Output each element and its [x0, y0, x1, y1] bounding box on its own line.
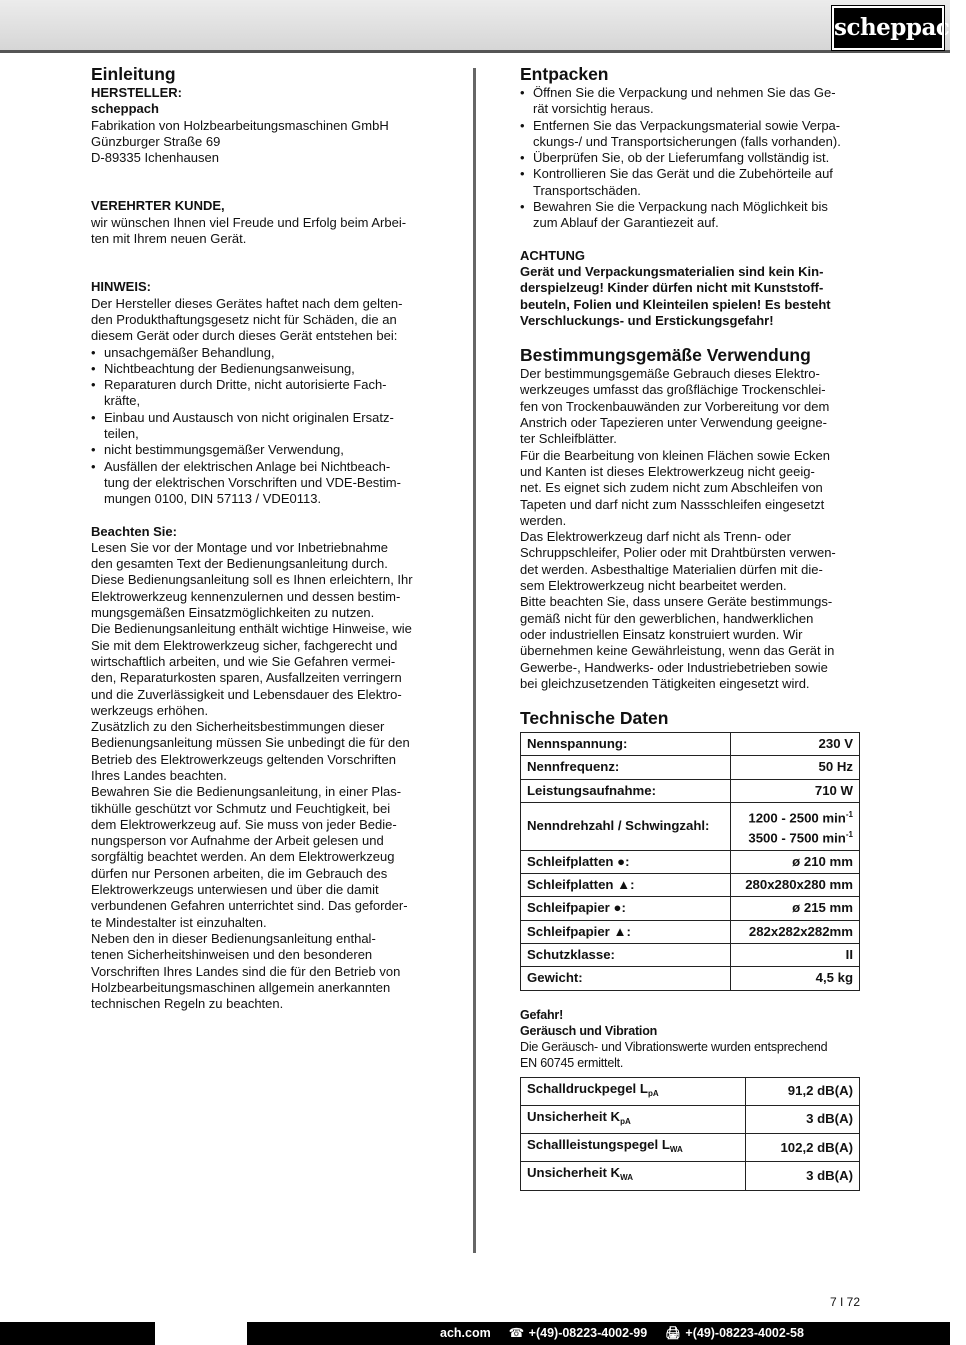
- beachten-label: Beachten Sie:: [91, 523, 177, 539]
- spec-label: Nennfrequenz:: [521, 756, 731, 779]
- kunde-line: ten mit Ihrem neuen Gerät.: [91, 231, 247, 247]
- text-line: Bitte beachten Sie, dass unsere Geräte bestimmungs-: [520, 594, 833, 610]
- page-number: 7 I 72: [830, 1295, 861, 1309]
- text-line: Ihres Landes beachten.: [91, 767, 227, 783]
- text-line: tenen Sicherheitshinweisen und den besonderen: [91, 947, 373, 963]
- table-row: [521, 897, 860, 920]
- text-line: nungsperson vor Aufnahme der Arbeit gelesen und: [91, 833, 384, 849]
- noise-label-cell: Schallleistungspegel $L_{WA}$: [521, 1134, 746, 1162]
- table-row: [521, 733, 860, 756]
- spec-value: 282x282x282mm: [730, 920, 860, 943]
- table-row: [521, 1134, 860, 1162]
- gefahr-label: Gefahr!: [520, 1007, 564, 1022]
- text-line: werden.: [520, 512, 567, 528]
- hinweis-label: HINWEIS:: [91, 279, 151, 295]
- spec-value: 710 W: [730, 779, 860, 802]
- text-line: dürfen nur Personen arbeiten, die im Gebrauch des: [91, 865, 388, 881]
- text-line: Lesen Sie vor der Montage und vor Inbetriebnahme: [91, 539, 389, 555]
- text-line: Sie mit dem Elektrowerkzeug sicher, fachgerecht und: [91, 637, 398, 653]
- text-line: verbundenen Gefahren unterrichtet sind. Das geforder-: [91, 898, 408, 914]
- table-row: [521, 802, 860, 850]
- beachten-text: [91, 540, 436, 1013]
- achtung-text: Gerät und Verpackungsmaterialien sind kein Kin- derspielzeug! Kinder dürfen nicht mit Kunststoff- beuteln, Folien und Kleinteilen spielen! Es besteht Verschluckungs- und Erstickungsgefahr!: [520, 263, 831, 328]
- scheppach-logo: scheppach: [832, 6, 944, 50]
- noise-value-cell: 91,2 dB(A): [745, 1077, 859, 1105]
- text-line: fen von Trockenbauwänden zur Vorbereitung vor dem: [520, 398, 830, 414]
- text-line: Neben den in dieser Bedienungsanleitung enthal-: [91, 930, 376, 946]
- kunde-label: VEREHRTER KUNDE,: [91, 198, 225, 214]
- hinweis-list: [91, 345, 436, 508]
- entpacken-list: [520, 85, 860, 232]
- spec-table: [520, 732, 860, 990]
- text-line: den gesamten Text der Bedienungsanleitung durch.: [91, 556, 388, 572]
- list-item: • Entfernen Sie das Verpackungsmaterial sowie Verpa- ckungs-/ und Transportsicherungen (falls vorhanden).: [520, 118, 860, 151]
- company-name: scheppach: [91, 101, 159, 117]
- address-line: D-89335 Ichenhausen: [91, 150, 219, 166]
- text-line: und Kanten ist dieses Elektrowerkzeug nicht geeig-: [520, 463, 815, 479]
- text-line: net. Es eignet sich zudem nicht zum Abschleifen von: [520, 480, 823, 496]
- achtung-label: ACHTUNG: [520, 247, 585, 263]
- spec-label: Schleifpapier ●:: [521, 897, 731, 920]
- spec-value: 4,5 kg: [730, 967, 860, 990]
- noise-table: [520, 1077, 860, 1191]
- text-line: dem Elektrowerkzeug auf. Sie muss von jeder Bedie-: [91, 816, 397, 832]
- noise-line: Die Geräusch- und Vibrationswerte wurden entsprechend: [520, 1039, 828, 1054]
- company-address: [91, 118, 436, 167]
- noise-value-cell: 3 dB(A): [745, 1105, 859, 1133]
- text-line: Vorschriften Ihres Landes sind die für den Betrieb von: [91, 963, 401, 979]
- section-title-technische-daten: Technische Daten: [520, 708, 669, 729]
- noise-value-cell: 102,2 dB(A): [745, 1134, 859, 1162]
- spec-value: II: [730, 943, 860, 966]
- hinweis-line: diesem Gerät oder durch dieses Gerät entstehen bei:: [91, 328, 398, 344]
- footer-phone: ☎ +(49)-08223-4002-99: [508, 1326, 648, 1340]
- text-line: und die Zuverlässigkeit und Lebensdauer des Elektro-: [91, 686, 402, 702]
- section-title-einleitung: Einleitung: [91, 64, 176, 84]
- text-line: sem Elektrowerkzeug nicht bearbeitet werden.: [520, 578, 787, 594]
- spec-value: 230 V: [730, 733, 860, 756]
- list-item: • unsachgemäßer Behandlung,: [91, 345, 436, 361]
- text-line: Elektrowerkzeug kennenzulernen und dessen bestim-: [91, 588, 401, 604]
- text-line: übernehmen keine Gewährleistung, wenn das Gerät in: [520, 643, 835, 659]
- text-line: mungsgemäßen Einsatzmöglichkeiten zu nutzen.: [91, 605, 375, 621]
- table-row: [521, 1077, 860, 1105]
- text-line: Bewahren Sie die Bedienungsanleitung, in einer Plas-: [91, 784, 402, 800]
- spec-value: ø 210 mm: [730, 850, 860, 873]
- table-row: [521, 850, 860, 873]
- text-line: te Mindestalter ist einzuhalten.: [91, 914, 267, 930]
- table-row: [521, 920, 860, 943]
- spec-label: Schutzklasse:: [521, 943, 731, 966]
- spec-value: ø 215 mm: [730, 897, 860, 920]
- footer-web-link[interactable]: ach.com: [440, 1326, 491, 1340]
- text-line: Das Elektrowerkzeug darf nicht als Trenn- oder: [520, 529, 791, 545]
- text-line: Holzbearbeitungsmaschinen allgemein anerkannten: [91, 979, 391, 995]
- text-line: Die Bedienungsanleitung enthält wichtige Hinweise, wie: [91, 621, 412, 637]
- footer-fax: 🖨 +(49)-08223-4002-58: [665, 1326, 804, 1340]
- spec-value: 1200 - 2500 $\min^{-1}$ 3500 - 7500 $\min^{-1}$: [730, 802, 860, 850]
- column-divider: [473, 68, 476, 1253]
- noise-label-cell: Unsicherheit $K_{pA}$: [521, 1105, 746, 1133]
- table-row: [521, 943, 860, 966]
- address-line: Günzburger Straße 69: [91, 133, 221, 149]
- table-row: [521, 874, 860, 897]
- text-line: Anstrich oder Tapezieren unter Verwendung geeigne-: [520, 415, 827, 431]
- text-line: bei gleichzusetzenden Tätigkeiten eingesetzt wird.: [520, 675, 810, 691]
- address-line: Fabrikation von Holzbearbeitungsmaschinen GmbH: [91, 117, 389, 133]
- text-line: Zusätzlich zu den Sicherheitsbestimmungen dieser: [91, 719, 385, 735]
- text-line: det werden. Asbesthaltige Materialien dürfen mit die-: [520, 561, 823, 577]
- text-line: Elektrowerkzeugs unterwiesen und über die damit: [91, 882, 379, 898]
- footer-bar: [0, 1322, 950, 1345]
- right-column: [520, 64, 860, 1191]
- text-line: Schruppschleifer, Polier oder mit Drahtbürsten verwen-: [520, 545, 836, 561]
- list-item: • Reparaturen durch Dritte, nicht autorisierte Fach- kräfte,: [91, 377, 436, 410]
- spec-label: Schleifplatten ●:: [521, 850, 731, 873]
- noise-label-cell: Schalldruckpegel $L_{pA}$: [521, 1077, 746, 1105]
- text-line: ter Schleifblätter.: [520, 431, 617, 447]
- text-line: Diese Bedienungsanleitung soll es Ihnen erleichtern, Ihr: [91, 572, 413, 588]
- text-line: Bedienungsanleitung müssen Sie unbedingt die für den: [91, 735, 410, 751]
- header-bar: [0, 0, 966, 53]
- noise-value-cell: 3 dB(A): [745, 1162, 859, 1190]
- text-line: werkzeugs erhöhen.: [91, 702, 209, 718]
- spec-label: Schleifpapier ▲:: [521, 920, 731, 943]
- text-line: den, Reparaturkosten sparen, Ausfallzeiten verringern: [91, 670, 402, 686]
- text-line: technischen Regeln zu beachten.: [91, 996, 284, 1012]
- hersteller-label: HERSTELLER:: [91, 85, 182, 100]
- list-item: • Öffnen Sie die Verpackung und nehmen Sie das Ge- rät vorsichtig heraus.: [520, 85, 860, 118]
- table-row: [521, 1162, 860, 1190]
- list-item: • Kontrollieren Sie das Gerät und die Zubehörteile auf Transportschäden.: [520, 166, 860, 199]
- text-line: oder industriellen Einsatz konstruiert wurden. Wir: [520, 626, 803, 642]
- text-line: sorgfältig beachtet werden. An dem Elektrowerkzeug: [91, 849, 395, 865]
- table-row: [521, 967, 860, 990]
- hinweis-line: Der Hersteller dieses Gerätes haftet nach dem gelten-: [91, 295, 403, 311]
- table-row: [521, 779, 860, 802]
- section-title-entpacken: Entpacken: [520, 64, 609, 84]
- left-column: [91, 64, 436, 1012]
- kunde-line: wir wünschen Ihnen viel Freude und Erfolg beim Arbei-: [91, 214, 407, 230]
- list-item: • nicht bestimmungsgemäßer Verwendung,: [91, 442, 436, 458]
- text-line: tikhülle geschützt vor Schmutz und Feuchtigkeit, bei: [91, 800, 391, 816]
- list-item: • Bewahren Sie die Verpackung nach Möglichkeit bis zum Ablauf der Garantiezeit auf.: [520, 199, 860, 232]
- text-line: Tapeten und darf nicht zum Nassschleifen eingesetzt: [520, 496, 825, 512]
- text-line: Der bestimmungsgemäße Gebrauch dieses Elektro-: [520, 366, 820, 382]
- table-row: [521, 756, 860, 779]
- noise-label-cell: Unsicherheit $K_{WA}$: [521, 1162, 746, 1190]
- spec-label: Gewicht:: [521, 967, 731, 990]
- spec-value: 50 Hz: [730, 756, 860, 779]
- text-line: Für die Bearbeitung von kleinen Flächen sowie Ecken: [520, 447, 831, 463]
- text-line: Betrieb des Elektrowerkzeugs geltenden Vorschriften: [91, 751, 396, 767]
- text-line: wirtschaftlich arbeiten, und wie Sie Gefahren vermei-: [91, 653, 396, 669]
- hinweis-line: den Produkthaftungsgesetz nicht für Schäden, die an: [91, 311, 397, 327]
- list-item: • Einbau und Austausch von nicht originalen Ersatz- teilen,: [91, 410, 436, 443]
- list-item: • Überprüfen Sie, ob der Lieferumfang vollständig ist.: [520, 150, 860, 166]
- text-line: Gewerbe-, Handwerks- oder Industriebetrieben sowie: [520, 659, 828, 675]
- footer-contact: [440, 1325, 804, 1341]
- text-line: gemäß nicht für den gewerblichen, handwerklichen: [520, 610, 814, 626]
- noise-line: EN 60745 ermittelt.: [520, 1055, 624, 1070]
- spec-label: Nennspannung:: [521, 733, 731, 756]
- spec-value: 280x280x280 mm: [730, 874, 860, 897]
- text-line: werkzeuges umfasst das großflächige Trockenschlei-: [520, 382, 826, 398]
- bestimmung-text: [520, 366, 860, 692]
- spec-label: Schleifplatten ▲:: [521, 874, 731, 897]
- spec-label: Nenndrehzahl / Schwingzahl:: [521, 802, 731, 850]
- list-item: • Ausfällen der elektrischen Anlage bei Nichtbeach- tung der elektrischen Vorschriften und VDE-Bestim- mungen 0100, DIN 57113 / VDE0113.: [91, 459, 436, 508]
- table-row: [521, 1105, 860, 1133]
- list-item: • Nichtbeachtung der Bedienungsanweisung,: [91, 361, 436, 377]
- section-title-bestimmung: Bestimmungsgemäße Verwendung: [520, 345, 811, 366]
- noise-label: Geräusch und Vibration: [520, 1023, 658, 1038]
- spec-label: Leistungsaufnahme:: [521, 779, 731, 802]
